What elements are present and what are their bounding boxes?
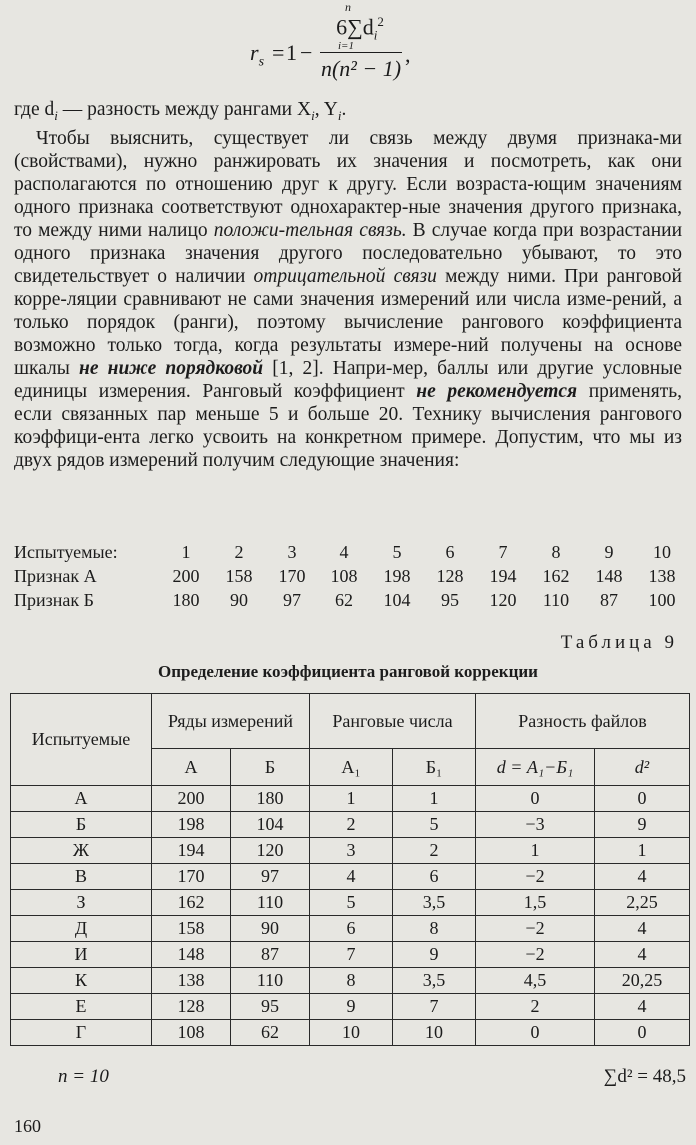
measurement-value: 110 [542, 590, 570, 610]
measurement-value: 5 [392, 542, 402, 562]
table-cell: −2 [476, 916, 595, 942]
table-cell: 4 [595, 916, 690, 942]
table-cell: 10 [393, 1020, 476, 1046]
table-cell: 194 [152, 838, 231, 864]
table-cell: 9 [393, 942, 476, 968]
table-cell: 95 [231, 994, 310, 1020]
table-cell: 148 [152, 942, 231, 968]
measurement-value: 90 [230, 590, 248, 610]
table-row [11, 786, 690, 812]
table-cell: 87 [231, 942, 310, 968]
header-b: Б [231, 749, 310, 786]
table-cell: 62 [231, 1020, 310, 1046]
table-cell: З [11, 890, 152, 916]
table-row [11, 994, 690, 1020]
table-cell: −2 [476, 942, 595, 968]
table-cell: 2 [393, 838, 476, 864]
measurements-row-label: Признак А [14, 566, 97, 586]
table-cell: 108 [152, 1020, 231, 1046]
table-cell: Е [11, 994, 152, 1020]
table-row [11, 1020, 690, 1046]
table-body [11, 786, 690, 1046]
table-cell: 0 [595, 786, 690, 812]
measurement-value: 100 [648, 590, 676, 610]
measurement-value: 7 [498, 542, 508, 562]
table-cell: 20,25 [595, 968, 690, 994]
measurement-value: 6 [445, 542, 455, 562]
table-cell: 3 [310, 838, 393, 864]
measurement-value: 158 [225, 566, 253, 586]
table-row [11, 916, 690, 942]
table-cell: Ж [11, 838, 152, 864]
measurement-value: 4 [339, 542, 349, 562]
header-diff: Разность файлов [476, 694, 690, 749]
formula-sum-lower: i=1 [338, 40, 354, 52]
table-cell: −2 [476, 864, 595, 890]
formula-fraction-bar [320, 52, 402, 53]
measurement-value: 87 [600, 590, 618, 610]
table-cell: 10 [310, 1020, 393, 1046]
sum-d-squared: ∑d² = 48,5 [603, 1066, 686, 1087]
table-cell: 110 [231, 968, 310, 994]
table-caption: Таблица 9 [560, 632, 678, 653]
table-cell: 4,5 [476, 968, 595, 994]
main-paragraph: Чтобы выяснить, существует ли связь между двумя признака-ми (свойствами), нужно ранжировать их значения и посмотреть, как они располагаются по отношению друг к другу. Если возраста-ющим значениям одного признака соответствуют однохарактер-ные значения другого признака, то между ними налицо положи-тельная связь. В случае когда при возрастании одного признака значения другого последовательно убывают, то это свидетельствует о наличии отрицательной связи между ними. При ранговой корре-ляции сравнивают не сами значения измерений или числа изме-рений, а только порядок (ранги), поэтому вычисление рангового коэффициента возможно только тогда, когда результаты измере-ний получены на основе шкалы не ниже порядковой [1, 2]. Напри-мер, баллы или другие условные единицы измерения. Ранговый коэффициент не рекомендуется применять, если связанных пар меньше 5 и больше 20. Технику вычисления рангового коэффици-ента легко усвоить на конкретном примере. Допустим, что мы из двух рядов измерений получим следующие значения: [14, 128, 683, 471]
table-row [11, 968, 690, 994]
spearman-formula [250, 2, 420, 92]
table-row [11, 838, 690, 864]
table-cell: 170 [152, 864, 231, 890]
formula-one: 1 [286, 40, 297, 65]
table-cell: 1 [595, 838, 690, 864]
measurement-value: 148 [595, 566, 623, 586]
measurements-row-label: Испытуемые: [14, 542, 118, 562]
table-cell: 2 [476, 994, 595, 1020]
table-cell: 7 [393, 994, 476, 1020]
table-cell: 1,5 [476, 890, 595, 916]
table-cell: 2 [310, 812, 393, 838]
table-cell: 4 [595, 864, 690, 890]
header-ranks: Ранговые числа [310, 694, 476, 749]
header-a: А [152, 749, 231, 786]
measurement-value: 9 [604, 542, 614, 562]
rank-correlation-table [10, 693, 690, 1046]
measurement-value: 104 [383, 590, 411, 610]
table-cell: 4 [310, 864, 393, 890]
measurements-row-label: Признак Б [14, 590, 94, 610]
table-cell: 5 [310, 890, 393, 916]
measurement-value: 8 [551, 542, 561, 562]
table-cell: 158 [152, 916, 231, 942]
table-cell: 198 [152, 812, 231, 838]
table-title: Определение коэффициента ранговой коррекции [158, 662, 538, 681]
measurement-value: 128 [436, 566, 464, 586]
table-cell: Б [11, 812, 152, 838]
table-cell: 1 [310, 786, 393, 812]
measurement-value: 138 [648, 566, 676, 586]
table-cell: 1 [393, 786, 476, 812]
table-row [11, 890, 690, 916]
table-cell: 9 [595, 812, 690, 838]
formula-numerator: $6\sum d_i^2$ [336, 14, 384, 43]
table-cell: 5 [393, 812, 476, 838]
table-cell: 2,25 [595, 890, 690, 916]
header-a1: А₁ [310, 749, 393, 786]
table-cell: −3 [476, 812, 595, 838]
measurement-value: 120 [489, 590, 517, 610]
table-cell: 200 [152, 786, 231, 812]
table-cell: А [11, 786, 152, 812]
n-equals: n = 10 [58, 1066, 109, 1087]
measurement-value: 3 [287, 542, 297, 562]
measurement-value: 97 [283, 590, 301, 610]
formula-minus: − [300, 40, 313, 65]
table-cell: 4 [595, 994, 690, 1020]
table-cell: 6 [393, 864, 476, 890]
table-cell: 9 [310, 994, 393, 1020]
table-cell: 162 [152, 890, 231, 916]
table-cell: Г [11, 1020, 152, 1046]
header-b1: Б₁ [393, 749, 476, 786]
formula-lhs: $r_s$ [250, 40, 265, 70]
table-cell: 104 [231, 812, 310, 838]
measurement-value: 10 [653, 542, 671, 562]
table-cell: 110 [231, 890, 310, 916]
table-cell: 128 [152, 994, 231, 1020]
header-d2: d² [595, 749, 690, 786]
table-cell: 1 [476, 838, 595, 864]
measurement-value: 200 [172, 566, 200, 586]
table-cell: 3,5 [393, 890, 476, 916]
table-cell: 97 [231, 864, 310, 890]
header-d: d = А₁−Б₁ [476, 749, 595, 786]
table-cell: 180 [231, 786, 310, 812]
table-cell: В [11, 864, 152, 890]
table-cell: 7 [310, 942, 393, 968]
table-cell: 4 [595, 942, 690, 968]
where-line: где $d_i$ — разность между рангами $X_i$, $Y_i$. [14, 99, 347, 123]
table-cell: 8 [310, 968, 393, 994]
measurement-value: 194 [489, 566, 517, 586]
formula-equals: = [272, 40, 285, 65]
table-cell: 0 [476, 786, 595, 812]
measurement-value: 162 [542, 566, 570, 586]
table-cell: И [11, 942, 152, 968]
table-cell: 3,5 [393, 968, 476, 994]
table-cell: 120 [231, 838, 310, 864]
table-cell: 0 [476, 1020, 595, 1046]
table-cell: Д [11, 916, 152, 942]
measurement-value: 62 [335, 590, 353, 610]
table-cell: 90 [231, 916, 310, 942]
measurement-value: 198 [383, 566, 411, 586]
table-row [11, 942, 690, 968]
measurement-value: 180 [172, 590, 200, 610]
header-subjects: Испытуемые [11, 694, 152, 786]
measurement-value: 1 [181, 542, 191, 562]
table-cell: 6 [310, 916, 393, 942]
measurement-value: 95 [441, 590, 459, 610]
table-cell: 138 [152, 968, 231, 994]
measurement-value: 2 [234, 542, 244, 562]
measurement-value: 170 [278, 566, 306, 586]
formula-sum-upper: n [345, 0, 351, 14]
formula-comma: , [405, 42, 411, 67]
measurement-value: 108 [330, 566, 358, 586]
table-row [11, 864, 690, 890]
table-cell: К [11, 968, 152, 994]
formula-denominator: n(n² − 1) [320, 56, 402, 81]
table-row [11, 812, 690, 838]
header-series: Ряды измерений [152, 694, 310, 749]
table-cell: 0 [595, 1020, 690, 1046]
page-number: 160 [14, 1116, 41, 1136]
table-cell: 8 [393, 916, 476, 942]
